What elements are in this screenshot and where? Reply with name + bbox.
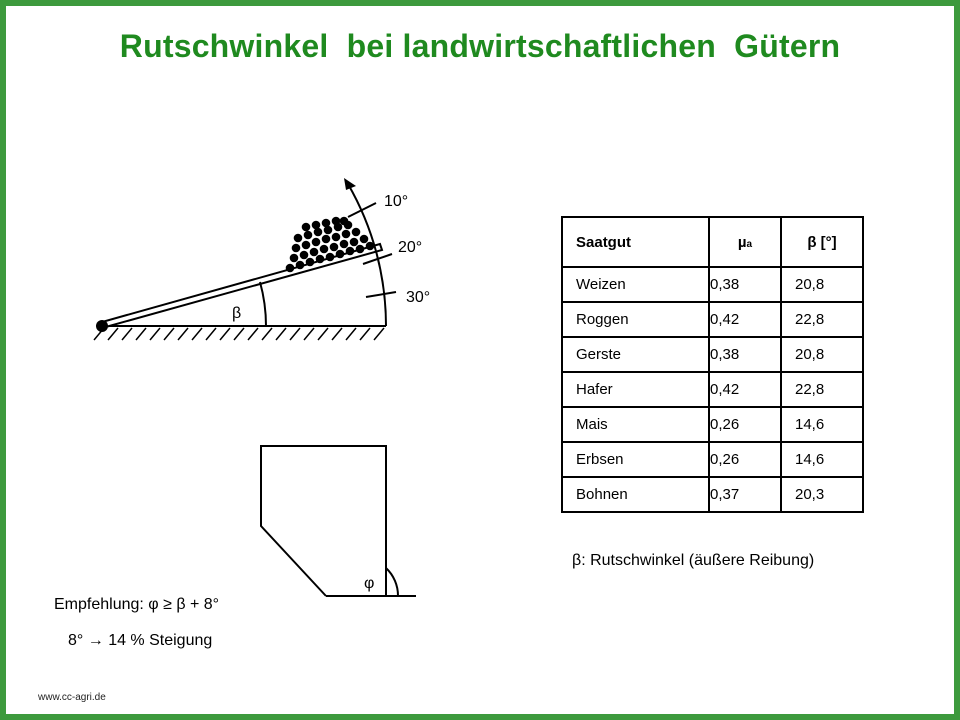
cell-beta: 14,6 [781, 407, 863, 442]
cell-saatgut: Mais [562, 407, 709, 442]
table-row [562, 302, 863, 337]
label-30-degrees: 10° [384, 193, 409, 210]
cell-beta: 22,8 [781, 372, 863, 407]
recommendation-text: Empfehlung: φ ≥ β + 8° [54, 596, 220, 613]
table-row [562, 372, 863, 407]
table-row [562, 267, 863, 302]
cell-mu: 0,37 [709, 477, 781, 512]
cell-saatgut: Hafer [562, 372, 709, 407]
data-table [561, 216, 864, 513]
mu-symbol: µ [737, 233, 747, 251]
phi-angle-arc [386, 568, 398, 596]
cell-beta: 14,6 [781, 442, 863, 477]
cell-saatgut: Erbsen [562, 442, 709, 477]
cell-mu: 0,26 [709, 407, 781, 442]
cell-mu: 0,38 [709, 337, 781, 372]
header-beta: β [°] [781, 217, 863, 267]
source-url: www.cc-agri.de [38, 692, 106, 703]
mu-subscript: a [746, 238, 753, 250]
label-20-degrees: 20° [398, 239, 423, 256]
cell-beta: 20,3 [781, 477, 863, 512]
table-header-row [562, 217, 863, 267]
cell-saatgut: Bohnen [562, 477, 709, 512]
cell-saatgut: Roggen [562, 302, 709, 337]
cell-mu: 0,42 [709, 302, 781, 337]
cell-mu: 0,38 [709, 267, 781, 302]
cell-beta: 20,8 [781, 267, 863, 302]
table-row [562, 407, 863, 442]
cell-mu: 0,42 [709, 372, 781, 407]
phi-label: φ [364, 575, 375, 592]
label-10-degrees: 30° [406, 289, 431, 306]
cell-saatgut: Gerste [562, 337, 709, 372]
table-row [562, 477, 863, 512]
table-row [562, 337, 863, 372]
beta-label: β [232, 305, 242, 322]
header-mu [709, 217, 781, 267]
hopper-outline [261, 446, 386, 596]
cell-beta: 22,8 [781, 302, 863, 337]
legend-text: β: Rutschwinkel (äußere Reibung) [572, 552, 815, 569]
cell-beta: 20,8 [781, 337, 863, 372]
page-title: Rutschwinkel bei landwirtschaftlichen Gütern [119, 28, 841, 64]
header-saatgut: Saatgut [562, 217, 709, 267]
table-row [562, 442, 863, 477]
cell-saatgut: Weizen [562, 267, 709, 302]
slope-note-text: 8° → 14 % Steigung [68, 632, 213, 649]
cell-mu: 0,26 [709, 442, 781, 477]
